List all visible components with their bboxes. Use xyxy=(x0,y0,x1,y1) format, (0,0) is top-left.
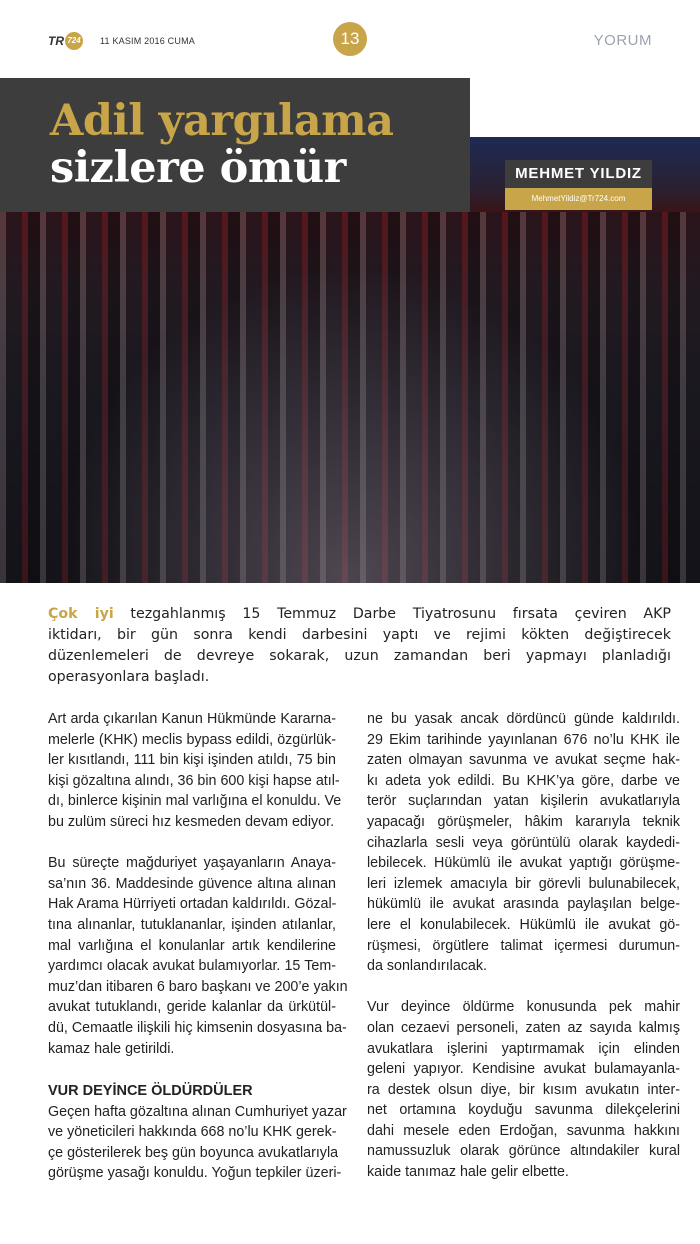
article-line: olan cezaevi personeli, zaten az sayıda kalmış xyxy=(367,1019,680,1036)
article-line: da sonlandırılacak. xyxy=(367,958,488,975)
article-line: avukat tutuklandı, geride kalanlar da ürkütül- xyxy=(48,999,336,1016)
article-line: leri izlemek amacıyla bir görevli bulunabilecek, xyxy=(367,875,680,892)
logo-text: TR xyxy=(48,34,64,48)
intro-line: düzenlemeleri de devreye sokarak, uzun zamandan beri yapmayı planladığı xyxy=(48,648,671,664)
article-line: 29 Ekim tarihinde yayınlanan 676 no’lu KHK ile xyxy=(367,731,680,748)
page-header xyxy=(0,28,700,54)
article-line: Bu süreçte mağduriyet yaşayanların Anaya- xyxy=(48,855,336,872)
intro-line: tezgahlanmış 15 Temmuz Darbe Tiyatrosunu fırsata çeviren AKP xyxy=(113,606,671,622)
article-line: melerle (KHK) meclis bypass edildi, özgürlük- xyxy=(48,731,336,748)
article-line: dü, Cemaatle ilişkili hiç kimsenin dosyasına ba- xyxy=(48,1019,347,1036)
article-line: tına alınanlar, tutuklananlar, işinden atılanlar, xyxy=(48,916,336,933)
article-line: ler kısıtlandı, 111 bin kişi işinden atıldı, 75 bin xyxy=(48,752,336,769)
paragraph-gap xyxy=(48,833,336,854)
author-email: MehmetYildiz@Tr724.com xyxy=(505,188,652,210)
paragraph-gap xyxy=(48,1059,336,1080)
article-line: Art arda çıkarılan Kanun Hükmünde Kararna- xyxy=(48,711,336,727)
article-line: net ortamına koyduğu savunma dilekçelerini xyxy=(367,1102,680,1119)
paragraph-gap xyxy=(367,977,680,998)
article-line: namussuzluk olarak görünce altındakiler kural xyxy=(367,1143,680,1160)
article-line: dı, binlerce kişinin mal varlığına el konuldu. Ve xyxy=(48,793,342,810)
article-line: zaten olmayan savunma ve avukat seçme hak- xyxy=(367,752,680,769)
article-line: kı adeta yok edildi. Bu KHK’ya göre, darbe ve xyxy=(367,772,680,789)
article-line: çe gösterilerek beş gün boyunca avukatlarıyla xyxy=(48,1144,339,1161)
article-line: yapacağı görüşmeler, hâkim kararıyla teknik xyxy=(367,813,680,830)
article-column-2 xyxy=(367,709,680,1183)
article-line: Vur deyince öldürme konusunda pek mahir xyxy=(367,999,680,1016)
intro-line: iktidarı, bir gün sonra kendi darbesini yaptı ve rejimi kökten değiştirecek xyxy=(48,627,671,643)
article-line: lere el konulabilecek. Hükümlü ile avukat gö- xyxy=(367,916,680,933)
article-line: terör suçlarından yatan kişilerin avukatlarıyla xyxy=(367,793,680,810)
article-line: yardımcı olacak avukat bulamıyorlar. 15 Tem- xyxy=(48,958,336,975)
intro-paragraph xyxy=(48,604,671,688)
headline-line-2: sizlere ömür xyxy=(50,143,346,193)
section-label: YORUM xyxy=(593,32,652,49)
author-name: MEHMET YILDIZ xyxy=(505,160,652,188)
article-line: lebilecek. Hükümlü ile avukat yaptığı görüşme- xyxy=(367,855,680,872)
article-line: cihazlarla sesli veya görüntülü olarak kaydedi- xyxy=(367,834,680,851)
article-column-1 xyxy=(48,709,348,1184)
article-line: bu zulüm süreci hız kesmeden devam ediyor. xyxy=(48,813,335,830)
article-line: sa’nın 36. Maddesinde güvence altına alınan xyxy=(48,875,336,892)
headline-line-1: Adil yargılama xyxy=(50,96,394,146)
article-line: rüşmesi, örgütlere talimat içermesi durumun- xyxy=(367,937,680,954)
article-line: kaide tanımaz hale gelir elbette. xyxy=(367,1164,569,1181)
issue-date: 11 KASIM 2016 CUMA xyxy=(100,36,195,46)
article-line: dahi mesele eden Erdoğan, savunma hakkını xyxy=(367,1122,680,1139)
article-line: geleni yapıyor. Kendisine avukat bulamayanla- xyxy=(367,1061,680,1078)
headline-box xyxy=(0,78,470,212)
article-line: mal varlığına el konulanlar artık kendilerine xyxy=(48,937,336,954)
logo-badge: 724 xyxy=(65,32,83,50)
article-line: hükümlü ile avukat arasında paylaşılan belge- xyxy=(367,896,680,913)
article-line: Geçen hafta gözaltına alınan Cumhuriyet yazar xyxy=(48,1103,347,1120)
article-line: kamaz hale getirildi. xyxy=(48,1040,175,1057)
article-line: muz’dan itibaren 6 baro başkanı ve 200’e yakın xyxy=(48,978,348,995)
tr724-logo xyxy=(48,32,83,50)
article-line: ra destek olsun diye, bir kısım avukatın inter- xyxy=(367,1081,680,1098)
article-line: ve yöneticileri hakkında 668 no’lu KHK gerek- xyxy=(48,1124,337,1141)
intro-line: operasyonlara başladı. xyxy=(48,669,210,685)
article-line: avukatlara işlerini yaptırmamak için elinden xyxy=(367,1040,680,1057)
article-line: Hak Arama Hürriyeti ortadan kaldırıldı. Gözal- xyxy=(48,896,337,913)
article-line: kişi gözaltına alındı, 36 bin 600 kişi hapse atıl- xyxy=(48,772,340,789)
intro-lead: Çok iyi xyxy=(48,606,114,622)
article-line: görüşme yasağı konuldu. Yoğun tepkiler üzeri- xyxy=(48,1165,342,1182)
subheading: VUR DEYİNCE ÖLDÜRDÜLER xyxy=(48,1082,253,1099)
article-line: ne bu yasak ancak dördüncü günde kaldırıldı. xyxy=(367,711,680,727)
lawyers-ceremony-photo xyxy=(0,212,700,583)
page-number: 13 xyxy=(333,22,367,56)
